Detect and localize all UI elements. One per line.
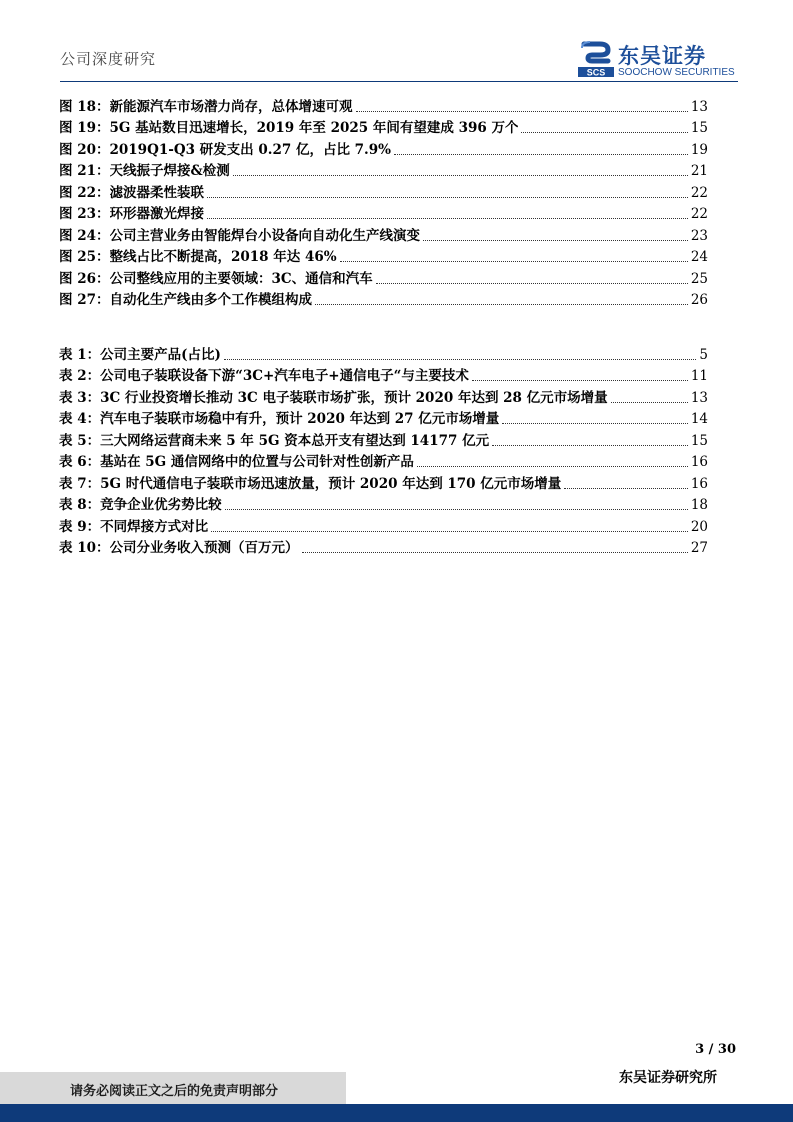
toc-entry-page: 22 [690, 184, 708, 201]
toc-entry-title: 滤波器柔性装联 [109, 184, 204, 201]
footer-firm-name: 东吴证券研究所 [619, 1070, 717, 1086]
toc-entry-page: 20 [690, 518, 708, 535]
toc-entry-label: 图 20： [59, 141, 110, 158]
toc-entry-table-2[interactable] [59, 364, 708, 386]
toc-entry-figure-18[interactable] [59, 94, 708, 116]
toc-entry-page: 18 [690, 497, 708, 513]
toc-entry-label: 表 8： [59, 497, 101, 513]
toc-entry-page: 16 [690, 454, 708, 470]
toc-entry-title: 竞争企业优劣势比较 [100, 497, 222, 513]
toc-entry-title: 公司主要产品(占比) [100, 346, 221, 363]
toc-entry-title: 公司电子装联设备下游“3C+汽车电子+通信电子“与主要技术 [100, 368, 469, 384]
toc-entry-table-9[interactable] [59, 514, 708, 536]
toc-entry-figure-19[interactable] [59, 116, 708, 138]
header-divider [60, 81, 738, 82]
dot-leader [207, 218, 688, 219]
toc-entry-page: 27 [690, 540, 708, 556]
toc-entry-label: 图 24： [59, 227, 110, 244]
toc-entry-title: 天线振子焊接&检测 [109, 163, 230, 179]
toc-entry-label: 图 26： [59, 270, 110, 287]
logo-name-cn: 东吴证券 [618, 44, 706, 68]
table-list [59, 342, 708, 557]
toc-entry-label: 图 23： [59, 206, 110, 222]
dot-leader [233, 175, 688, 176]
dot-leader [611, 402, 688, 403]
toc-entry-page: 11 [690, 368, 708, 384]
toc-entry-page: 21 [690, 163, 708, 179]
dot-leader [472, 380, 688, 381]
toc-entry-page: 14 [690, 411, 708, 427]
dot-leader [315, 304, 688, 305]
toc-entry-title: 三大网络运营商未来 5 年 5G 资本总开支有望达到 14177 亿元 [100, 432, 490, 449]
logo-name-en: SOOCHOW SECURITIES [618, 67, 735, 78]
toc-entry-page: 23 [690, 227, 708, 244]
toc-entry-title: 不同焊接方式对比 [100, 518, 209, 535]
toc-entry-label: 表 4： [59, 411, 101, 427]
toc-entry-page: 16 [690, 475, 708, 492]
toc-entry-table-10[interactable] [59, 536, 708, 558]
toc-entry-figure-20[interactable] [59, 137, 708, 159]
toc-entry-label: 表 2： [59, 368, 101, 384]
toc-entry-label: 表 3： [59, 389, 101, 406]
dot-leader [423, 240, 688, 241]
dot-leader [224, 359, 697, 360]
toc-entry-page: 15 [690, 432, 708, 449]
toc-entry-label: 图 22： [59, 184, 110, 201]
toc-entry-title: 5G 基站数目迅速增长，2019 年至 2025 年间有望建成 396 万个 [109, 120, 519, 136]
toc-entry-label: 表 6： [59, 454, 101, 470]
toc-entry-label: 表 9： [59, 518, 101, 535]
toc-entry-title: 汽车电子装联市场稳中有升，预计 2020 年达到 27 亿元市场增量 [100, 411, 500, 427]
toc-entry-label: 图 18： [59, 98, 110, 115]
toc-entry-page: 13 [690, 98, 708, 115]
toc-entry-label: 图 27： [59, 292, 110, 308]
toc-entry-table-6[interactable] [59, 450, 708, 472]
toc-entry-title: 整线占比不断提高，2018 年达 46% [109, 249, 337, 265]
dot-leader [417, 466, 688, 467]
toc-entry-title: 自动化生产线由多个工作模组构成 [109, 292, 312, 308]
footer-bar [0, 1104, 793, 1122]
header-section-label: 公司深度研究 [60, 50, 157, 68]
soochow-logo-icon [578, 40, 614, 78]
toc-entry-page: 26 [690, 292, 708, 308]
toc-entry-figure-23[interactable] [59, 202, 708, 224]
toc-entry-figure-24[interactable] [59, 223, 708, 245]
logo-mark-text: SCS [586, 67, 606, 78]
toc-entry-title: 公司主营业务由智能焊台小设备向自动化生产线演变 [109, 227, 420, 244]
page-indicator: 3 / 30 [695, 1042, 736, 1057]
toc-entry-figure-27[interactable] [59, 288, 708, 310]
toc-entry-table-8[interactable] [59, 493, 708, 515]
toc-entry-table-5[interactable] [59, 428, 708, 450]
toc-entry-title: 新能源汽车市场潜力尚存，总体增速可观 [109, 98, 353, 115]
toc-entry-table-7[interactable] [59, 471, 708, 493]
dot-leader [211, 531, 688, 532]
toc-entry-title: 公司整线应用的主要领域：3C、通信和汽车 [109, 270, 373, 287]
dot-leader [207, 197, 688, 198]
dot-leader [302, 552, 688, 553]
dot-leader [356, 111, 688, 112]
toc-entry-page: 24 [690, 249, 708, 265]
dot-leader [564, 488, 688, 489]
toc-entry-table-4[interactable] [59, 407, 708, 429]
toc-entry-title: 基站在 5G 通信网络中的位置与公司针对性创新产品 [100, 454, 414, 470]
dot-leader [502, 423, 688, 424]
toc-entry-title: 2019Q1-Q3 研发支出 0.27 亿，占比 7.9% [109, 141, 391, 158]
dot-leader [492, 445, 688, 446]
toc-entry-label: 图 21： [59, 163, 110, 179]
toc-entry-label: 表 5： [59, 432, 101, 449]
figure-list [59, 94, 708, 309]
toc-entry-figure-21[interactable] [59, 159, 708, 181]
toc-entry-table-1[interactable] [59, 342, 708, 364]
toc-entry-label: 表 1： [59, 346, 101, 363]
toc-entry-label: 图 25： [59, 249, 110, 265]
toc-entry-figure-22[interactable] [59, 180, 708, 202]
toc-entry-title: 公司分业务收入预测（百万元） [109, 540, 299, 556]
dot-leader [521, 132, 687, 133]
toc-entry-page: 19 [690, 141, 708, 158]
toc-entry-page: 15 [690, 120, 708, 136]
toc-entry-page: 22 [690, 206, 708, 222]
dot-leader [225, 509, 688, 510]
brand-logo [578, 40, 740, 80]
dot-leader [376, 283, 688, 284]
toc-entry-figure-25[interactable] [59, 245, 708, 267]
toc-entry-label: 表 10： [59, 540, 110, 556]
toc-entry-title: 5G 时代通信电子装联市场迅速放量，预计 2020 年达到 170 亿元市场增量 [100, 475, 562, 492]
toc-entry-title: 环形器激光焊接 [109, 206, 204, 222]
toc-entry-label: 表 7： [59, 475, 101, 492]
toc-entry-label: 图 19： [59, 120, 110, 136]
toc-entry-page: 13 [690, 389, 708, 406]
toc-entry-page: 5 [699, 346, 708, 363]
dot-leader [394, 154, 688, 155]
dot-leader [340, 261, 688, 262]
toc-entry-table-3[interactable] [59, 385, 708, 407]
toc-entry-figure-26[interactable] [59, 266, 708, 288]
toc-entry-page: 25 [690, 270, 708, 287]
toc-entry-title: 3C 行业投资增长推动 3C 电子装联市场扩张，预计 2020 年达到 28 亿元市场增量 [100, 389, 608, 406]
footer-disclaimer-note: 请务必阅读正文之后的免责声明部分 [70, 1084, 279, 1099]
